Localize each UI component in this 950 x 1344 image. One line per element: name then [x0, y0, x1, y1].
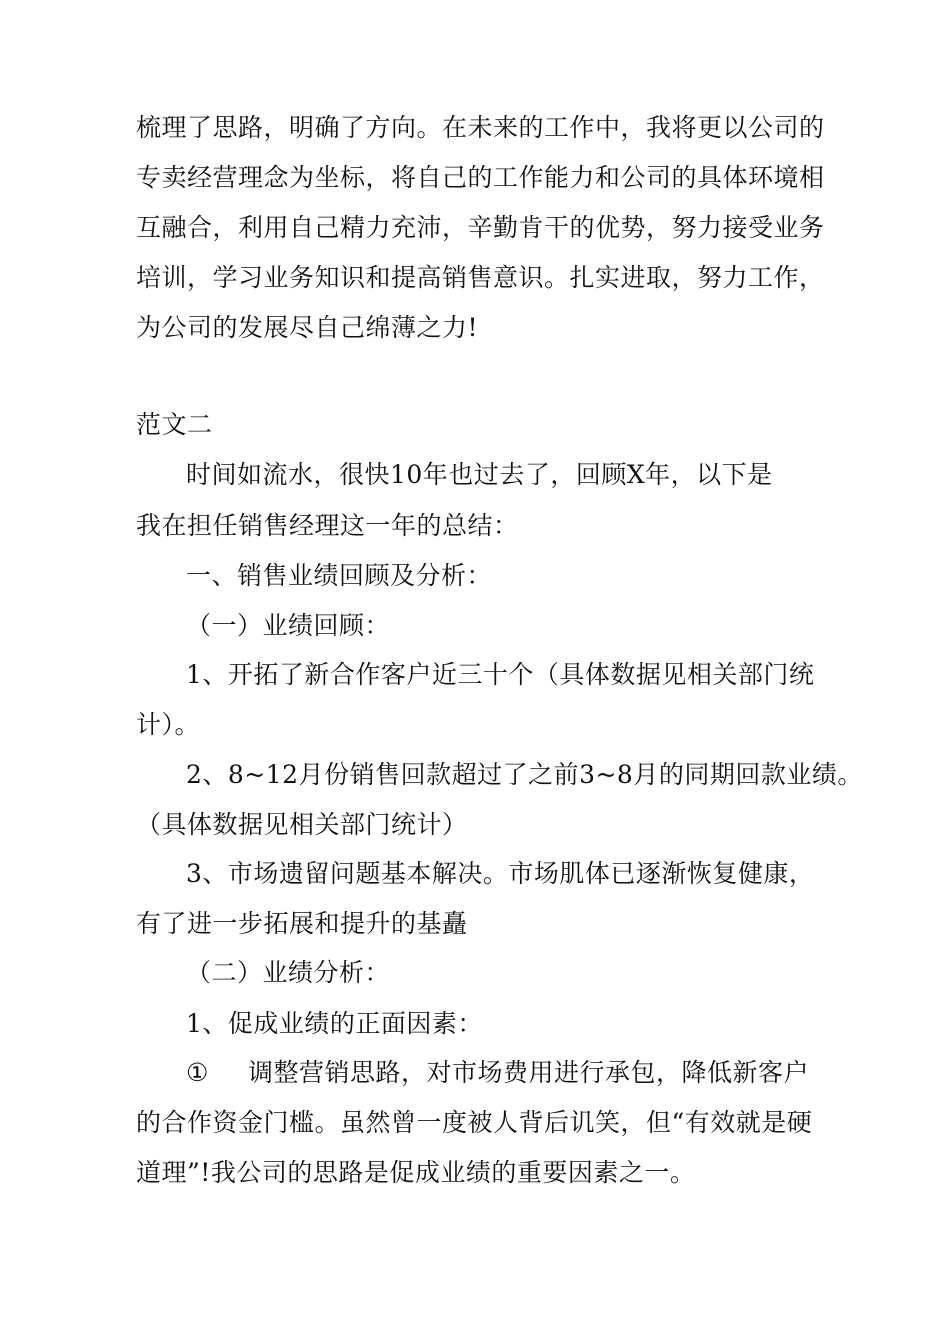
factor-1-line-3: 道理”!我公司的思路是促成业绩的重要因素之一。: [136, 1158, 696, 1187]
intro-line-1: 梳理了思路，明确了方向。在未来的工作中，我将更以公司的: [136, 113, 825, 142]
time-line-2: 我在担任销售经理这一年的总结：: [136, 511, 519, 540]
intro-line-4: 培训，学习业务知识和提高销售意识。扎实进取，努力工作，: [136, 263, 825, 292]
review-item-2-line-1: 2、8~12月份销售回款超过了之前3~8月的同期回款业绩。: [186, 760, 863, 789]
review-item-3-line-1: 3、市场遗留问题基本解决。市场肌体已逐渐恢复健康，: [186, 859, 815, 888]
factor-marker: ①: [186, 1058, 209, 1087]
intro-line-2: 专卖经营理念为坐标，将自己的工作能力和公司的具体环境相: [136, 163, 825, 192]
time-line-1: 时间如流水，很快10年也过去了，回顾X年，以下是: [186, 460, 773, 489]
factor-1-line-2: 的合作资金门槛。虽然曾一度被人背后讥笑，但“有效就是硬: [136, 1108, 813, 1137]
review-item-2-line-2: （具体数据见相关部门统计）: [136, 810, 468, 839]
heading-analysis: （二）业绩分析：: [186, 958, 391, 987]
section-title: 范文二: [136, 410, 213, 439]
factor-1-line-1: 调整营销思路，对市场费用进行承包，降低新客户: [248, 1058, 810, 1087]
review-item-1-line-2: 计）。: [136, 710, 201, 739]
analysis-item-1: 1、促成业绩的正面因素：: [186, 1009, 483, 1038]
heading-sales-review: 一、销售业绩回顾及分析：: [186, 561, 493, 590]
heading-review: （一）业绩回顾：: [186, 611, 391, 640]
intro-line-3: 互融合，利用自己精力充沛，辛勤肯干的优势，努力接受业务: [136, 213, 825, 242]
intro-line-5: 为公司的发展尽自己绵薄之力!: [136, 313, 479, 342]
review-item-1-line-1: 1、开拓了新合作客户近三十个（具体数据见相关部门统: [186, 660, 815, 689]
review-item-3-line-2: 有了进一步拓展和提升的基矗: [136, 909, 468, 938]
